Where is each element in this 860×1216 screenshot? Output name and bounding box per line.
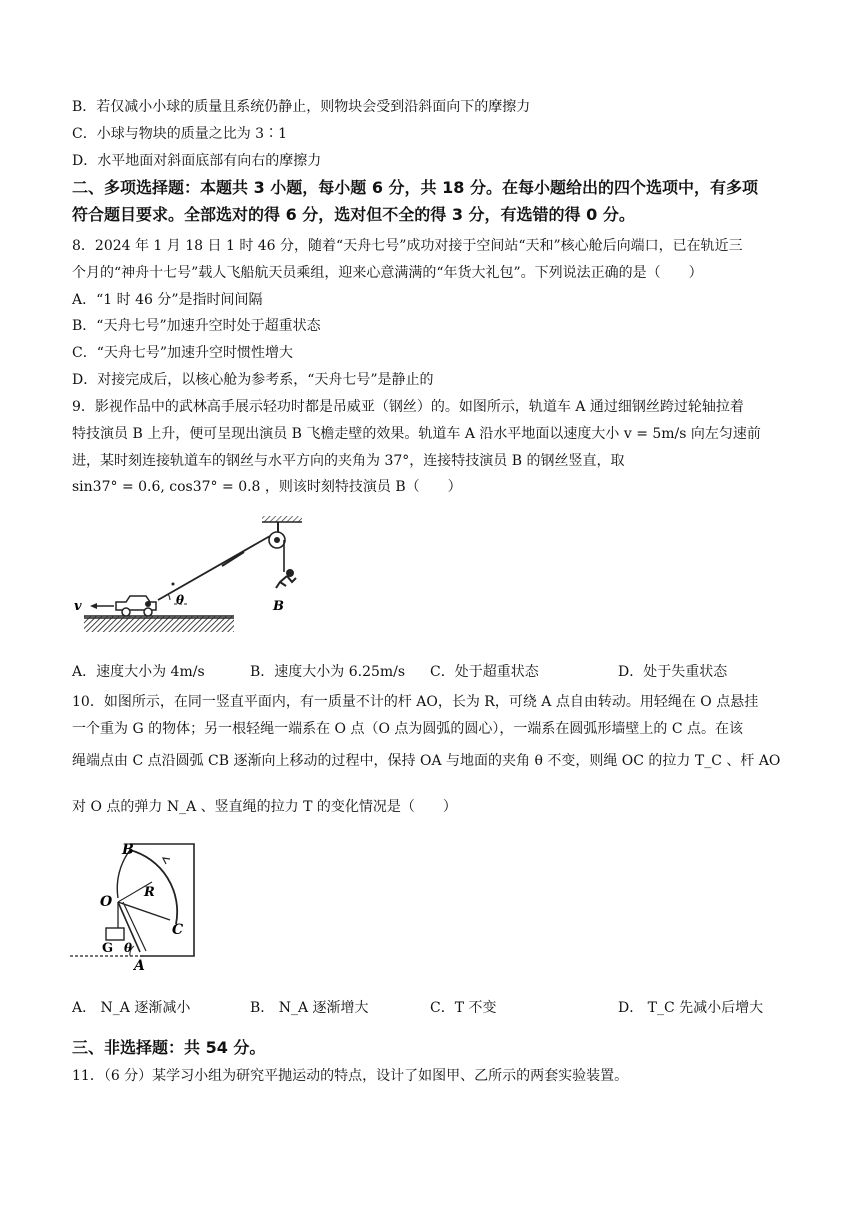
weight-g	[106, 928, 124, 940]
label-c: C	[172, 922, 184, 938]
label-r: R	[144, 885, 155, 900]
q9-stem-line1: 9．影视作品中的武林高手展示轻功时都是吊威亚（钢丝）的。如图所示，轨道车 A 通过细钢丝跨过轮轴拉着	[72, 399, 744, 415]
section3-heading: 三、非选择题：共 54 分。	[72, 1038, 266, 1057]
label-g: G	[102, 941, 114, 956]
label-o: O	[100, 894, 113, 910]
q8-option-d: D．对接完成后，以核心舱为参考系，“天舟七号”是静止的	[72, 372, 434, 388]
actor-b	[276, 570, 296, 588]
q9-stem-line2: 特技演员 B 上升，便可呈现出演员 B 飞檐走壁的效果。轨道车 A 沿水平地面以速度大小 v = 5m/s 向左匀速前	[72, 426, 761, 442]
q9-option-d: D．处于失重状态	[618, 664, 728, 680]
q7-option-d: D．水平地面对斜面底部有向右的摩擦力	[72, 153, 322, 169]
steel-cable	[158, 536, 270, 600]
label-theta: θ	[124, 941, 133, 955]
q8-option-b: B．“天舟七号”加速升空时处于超重状态	[72, 318, 321, 334]
rope-oc	[118, 902, 170, 920]
q9-options	[72, 662, 792, 682]
q10-stem-line1: 10．如图所示，在同一竖直平面内，有一质量不计的杆 AO，长为 R，可绕 A 点自由转动。用轻绳在 O 点悬挂	[72, 694, 759, 710]
section2-heading-line2: 符合题目要求。全部选对的得 6 分，选对但不全的得 3 分，有选错的得 0 分。	[72, 205, 635, 224]
q10-option-a: A． N_A 逐渐减小	[72, 1000, 191, 1016]
q9-option-a: A．速度大小为 4m/s	[72, 664, 205, 680]
q9-stem-line4: sin37° = 0.6, cos37° = 0.8 ，则该时刻特技演员 B（ ）	[72, 479, 462, 495]
label-v: v	[74, 599, 82, 614]
q9-option-b: B．速度大小为 6.25m/s	[250, 664, 406, 680]
q10-stem-line4: 对 O 点的弹力 N_A 、竖直绳的拉力 T 的变化情况是（ ）	[72, 799, 457, 815]
label-b: B	[273, 599, 284, 614]
q10-stem-line3: 绳端点由 C 点沿圆弧 CB 逐渐向上移动的过程中，保持 OA 与地面的夹角 θ 不变，则绳 OC 的拉力 T_C 、杆 AO	[72, 753, 781, 769]
q8-stem-line1: 8．2024 年 1 月 18 日 1 时 46 分，随着“天舟七号”成功对接于空间站“天和”核心舱后向端口，已在轨近三	[72, 238, 743, 254]
label-theta: θ	[176, 593, 185, 607]
q11-stem: 11．（6 分）某学习小组为研究平抛运动的特点，设计了如图甲、乙所示的两套实验装置。	[72, 1068, 629, 1084]
q9-stem-line3: 进，某时刻连接轨道车的钢丝与水平方向的夹角为 37°，连接特技演员 B 的钢丝竖直，取	[72, 453, 625, 469]
q7-option-b: B．若仅减小小球的质量且系统仍静止，则物块会受到沿斜面向下的摩擦力	[72, 99, 531, 115]
q7-option-c: C．小球与物块的质量之比为 3∶1	[72, 126, 287, 142]
q8-option-c: C．“天舟七号”加速升空时惯性增大	[72, 345, 294, 361]
q10-options	[72, 998, 792, 1018]
q10-option-d: D． T_C 先减小后增大	[618, 1000, 764, 1016]
q8-option-a: A．“1 时 46 分”是指时间间隔	[72, 292, 263, 308]
q9-figure-main	[70, 512, 310, 636]
q9-option-c: C．处于超重状态	[430, 664, 539, 680]
q10-stem-line2: 一个重为 G 的物体；另一根轻绳一端系在 O 点（O 点为圆弧的圆心），一端系在圆弧形墙壁上的 C 点。在该	[72, 721, 743, 737]
label-a: A	[134, 958, 145, 974]
q10-option-b: B． N_A 逐渐增大	[250, 1000, 369, 1016]
q10-figure	[68, 834, 218, 976]
label-b: B	[122, 842, 134, 858]
q8-stem-line2: 个月的“神舟十七号”载人飞船航天员乘组，迎来心意满满的“年货大礼包”。下列说法正确的是（ ）	[72, 265, 703, 281]
section2-heading-line1: 二、多项选择题：本题共 3 小题，每小题 6 分，共 18 分。在每小题给出的四个选项中，有多项	[72, 178, 758, 197]
q10-option-c: C．T 不变	[430, 1000, 497, 1016]
